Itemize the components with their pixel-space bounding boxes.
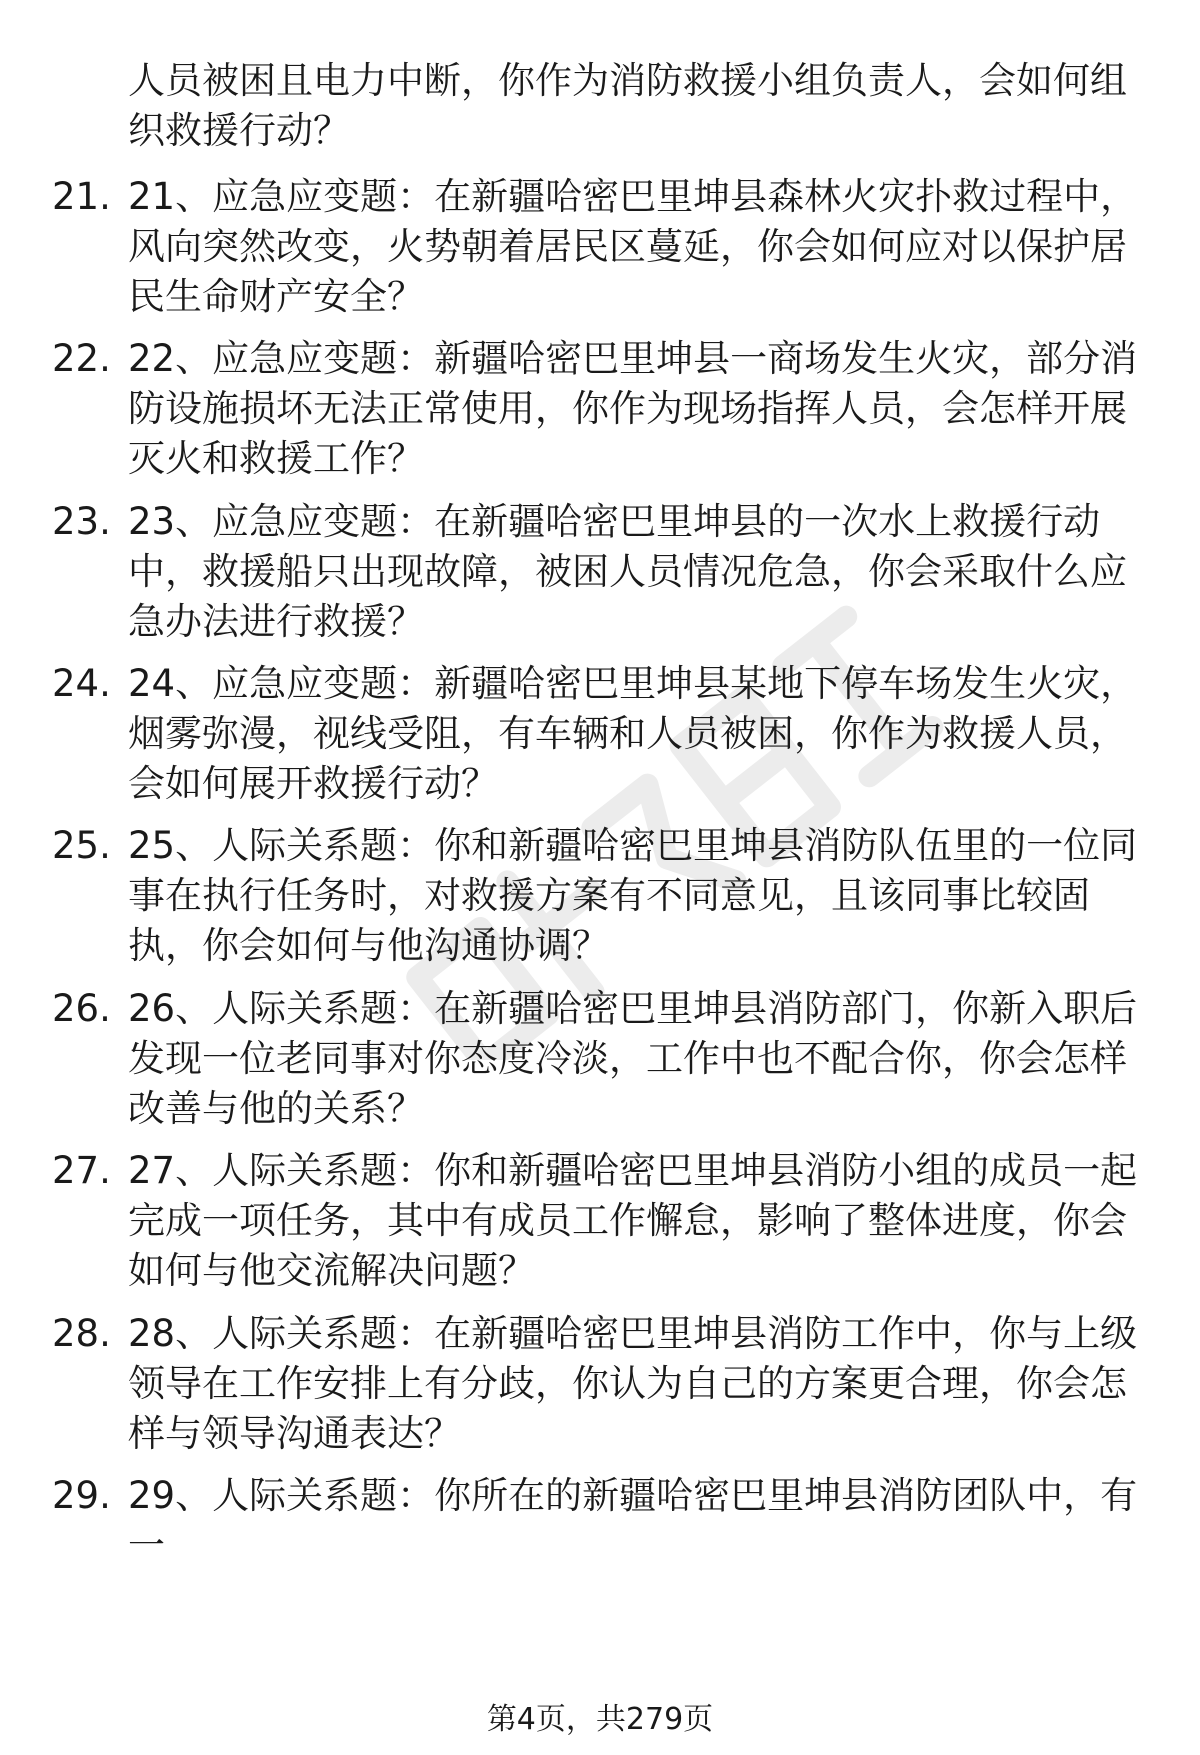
question-number: 26. [52, 987, 111, 1030]
question-number: 29. [52, 1474, 111, 1517]
page-number-label: 第4页，共279页 [486, 1702, 714, 1737]
question-text: 28、人际关系题：在新疆哈密巴里坤县消防工作中，你与上级领导在工作安排上有分歧，你认为自己的方案更合理，你会怎样与领导沟通表达？ [128, 1312, 1138, 1455]
question-text: 23、应急应变题：在新疆哈密巴里坤县的一次水上救援行动中，救援船只出现故障，被困人员情况危急，你会采取什么应急办法进行救援？ [128, 500, 1127, 643]
question-text: 29、人际关系题：你所在的新疆哈密巴里坤县消防团队中，有一 [128, 1474, 1138, 1567]
question-number: 21. [52, 175, 111, 218]
question-number: 27. [52, 1149, 111, 1192]
question-text: 24、应急应变题：新疆哈密巴里坤县某地下停车场发生火灾，烟雾弥漫，视线受阻，有车辆和人员被困，你作为救援人员，会如何展开救援行动？ [128, 662, 1138, 805]
question-text: 26、人际关系题：在新疆哈密巴里坤县消防部门，你新入职后发现一位老同事对你态度冷淡，工作中也不配合你，你会怎样改善与他的关系？ [128, 987, 1138, 1130]
question-text: 27、人际关系题：你和新疆哈密巴里坤县消防小组的成员一起完成一项任务，其中有成员工作懈怠，影响了整体进度，你会如何与他交流解决问题？ [128, 1149, 1138, 1292]
question-number: 23. [52, 500, 111, 543]
question-number: 28. [52, 1312, 111, 1355]
question-number: 22. [52, 337, 111, 380]
continuation-text: 人员被困且电力中断，你作为消防救援小组负责人，会如何组织救援行动？ [128, 59, 1127, 152]
question-text: 21、应急应变题：在新疆哈密巴里坤县森林火灾扑救过程中，风向突然改变，火势朝着居民区蔓延，你会如何应对以保护居民生命财产安全？ [128, 175, 1138, 318]
question-text: 22、应急应变题：新疆哈密巴里坤县一商场发生火灾，部分消防设施损坏无法正常使用，你作为现场指挥人员，会怎样开展灭火和救援工作？ [128, 337, 1138, 480]
question-text: 25、人际关系题：你和新疆哈密巴里坤县消防队伍里的一位同事在执行任务时，对救援方案有不同意见，且该同事比较固执，你会如何与他沟通协调？ [128, 824, 1138, 967]
page-footer [0, 1700, 1200, 1740]
question-number: 25. [52, 824, 111, 867]
question-number: 24. [52, 662, 111, 705]
